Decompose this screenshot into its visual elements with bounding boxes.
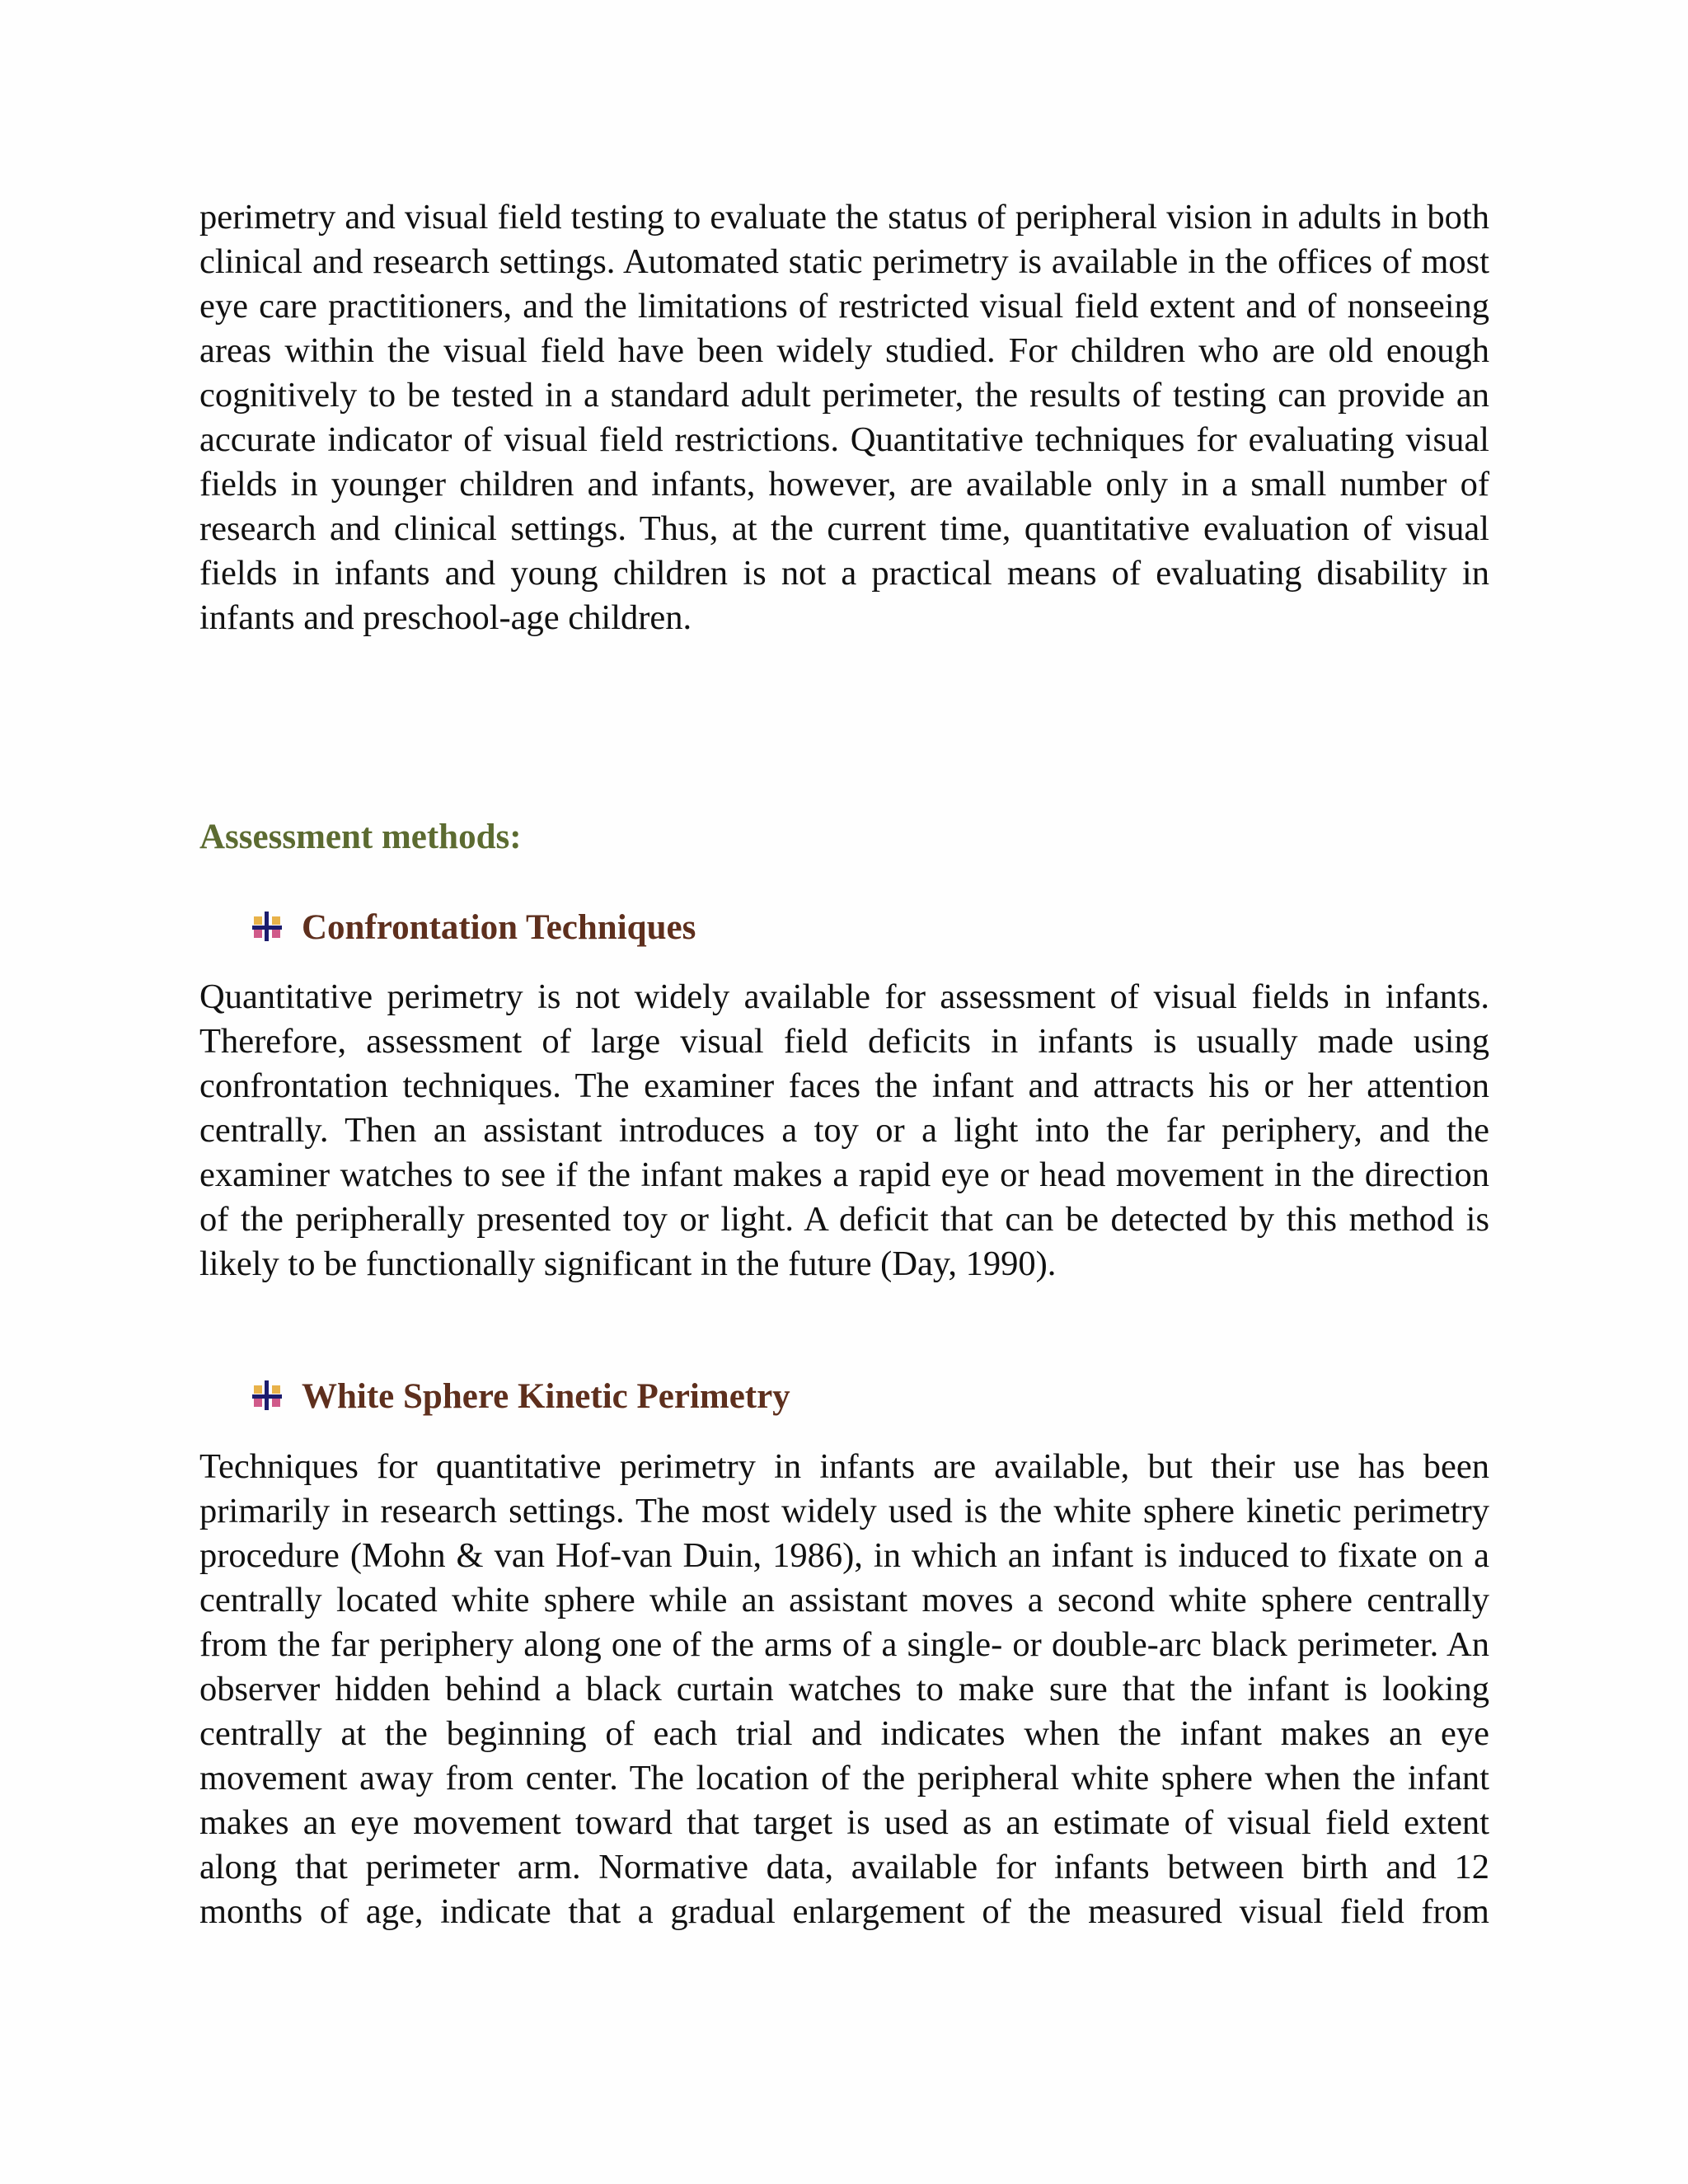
section-heading: Assessment methods: (199, 818, 522, 856)
intro-paragraph: perimetry and visual field testing to evaluate the status of peripheral vision in adults in both clinical and research settings. Automated static perimetry is available in the offices of most eye care practitioners, and the limitations of restricted visual field extent and of nonseeing areas within the visual field have been widely studied. For children who are old enough cognitively to be tested in a standard adult perimeter, the results of testing can provide an accurate indicator of visual field restrictions. Quantitative techniques for evaluating visual fields in younger children and infants, however, are available only in a small number of research and clinical settings. Thus, at the current time, quantitative evaluation of visual fields in infants and young children is not a practical means of evaluating disability in infants and preschool-age children. (199, 198, 1489, 637)
bullet-cross-icon (251, 910, 284, 943)
bullet-cross-icon (251, 1379, 284, 1412)
subsection-paragraph-confrontation: Quantitative perimetry is not widely available for assessment of visual fields in infants. Therefore, assessment of large visual field deficits in infants is usually made using confrontation techniques. The examiner faces the infant and attracts his or her attention centrally. Then an assistant introduces a toy or a light into the far periphery, and the examiner watches to see if the infant makes a rapid eye or head movement in the direction of the peripherally presented toy or light. A deficit that can be detected by this method is likely to be functionally significant in the future (Day, 1990). (199, 977, 1489, 1283)
subsection-heading-text: Confrontation Techniques (302, 908, 696, 947)
subsection-paragraph-white-sphere: Techniques for quantitative perimetry in infants are available, but their use has been primarily in research settings. The most widely used is the white sphere kinetic perimetry procedure (Mohn & van Hof-van Duin, 1986), in which an infant is induced to fixate on a centrally located white sphere while an assistant moves a second white sphere centrally from the far periphery along one of the arms of a single- or double-arc black perimeter. An observer hidden behind a black curtain watches to make sure that the infant is looking centrally at the beginning of each trial and indicates when the infant makes an eye movement away from center. The location of the peripheral white sphere when the infant makes an eye movement toward that target is used as an estimate of visual field extent along that perimeter arm. Normative data, available for infants between birth and 12 months of age, indicate that a gradual enlargement of the measured visual field from (199, 1447, 1489, 1931)
subsection-heading-white-sphere (251, 1375, 790, 1419)
subsection-heading-confrontation (251, 906, 696, 950)
subsection-heading-text: White Sphere Kinetic Perimetry (302, 1377, 790, 1416)
